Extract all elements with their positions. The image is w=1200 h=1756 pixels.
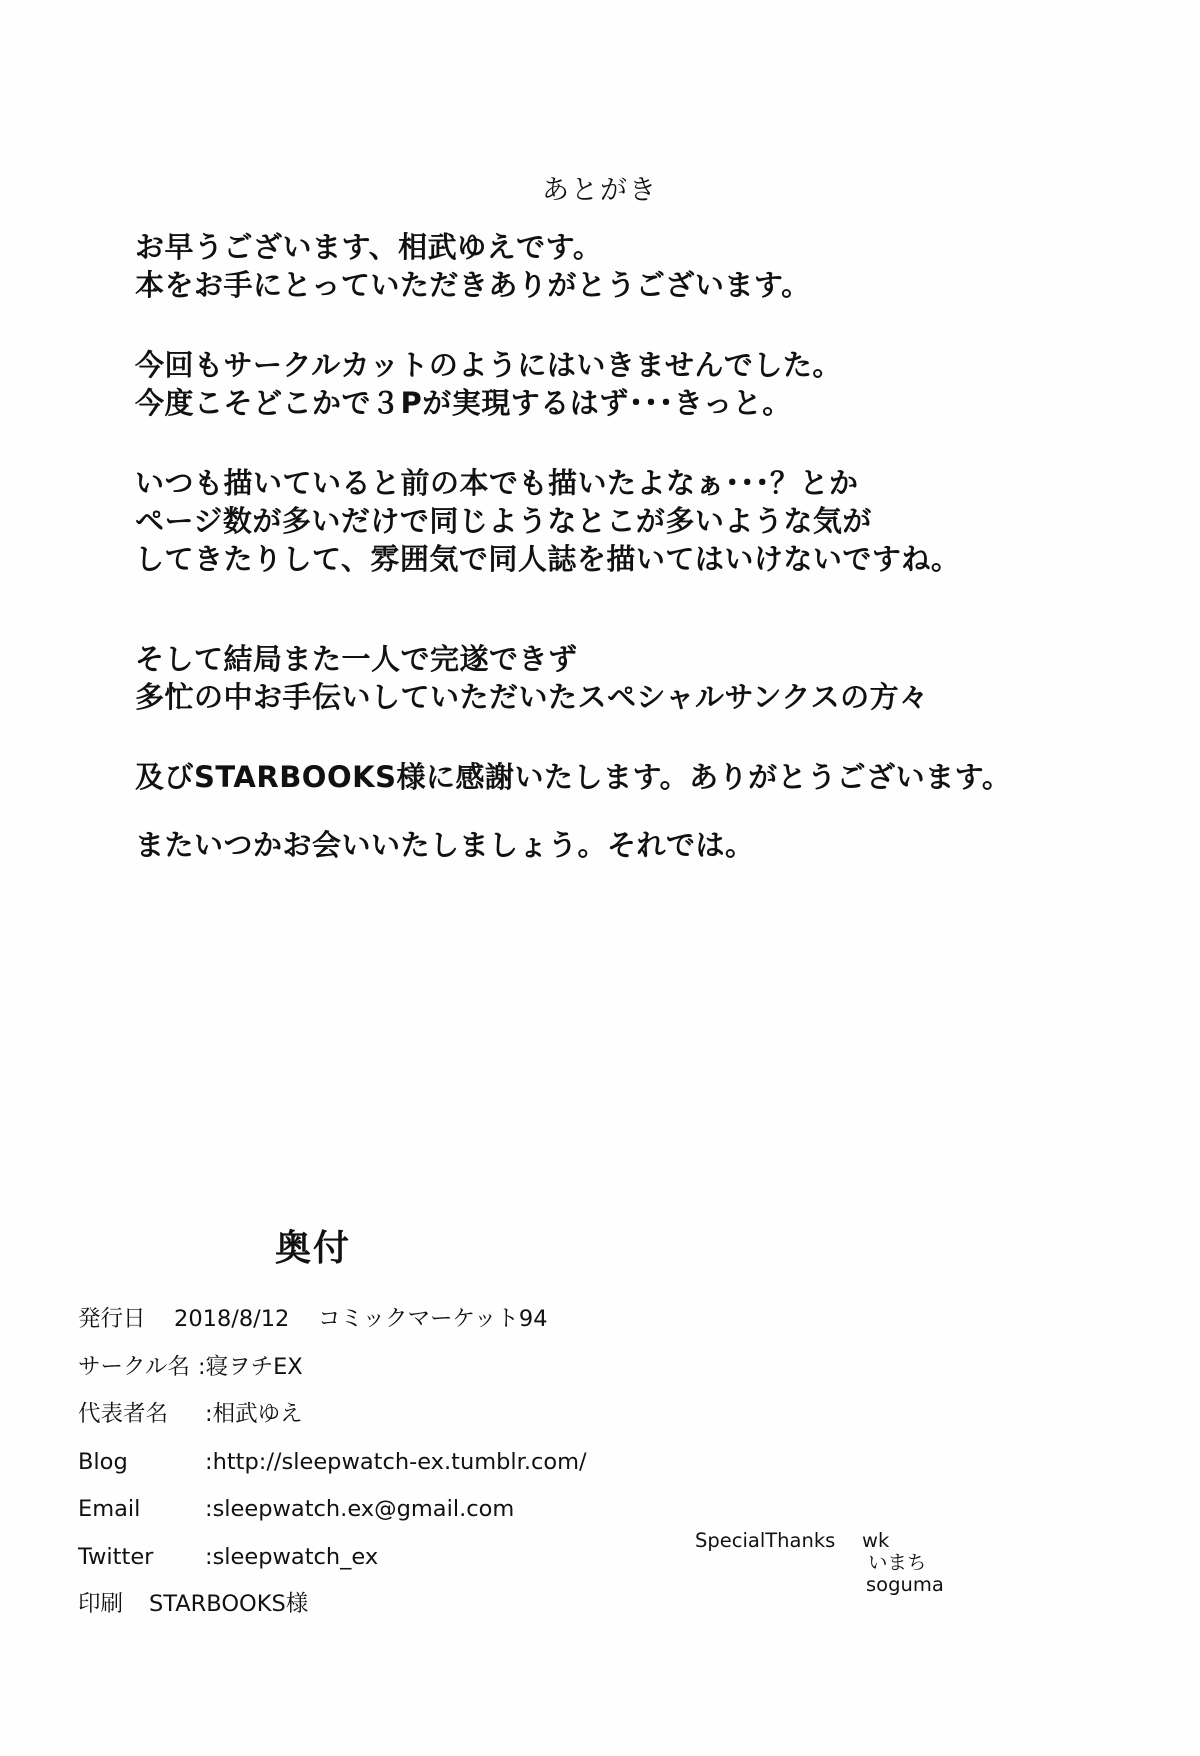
print-value: STARBOOKS様 — [149, 1591, 309, 1617]
colophon-title: 奥付 — [275, 1228, 352, 1269]
special-thanks-name: soguma — [866, 1573, 944, 1596]
colophon-row-circle — [78, 1344, 678, 1392]
afterword-line: 及びSTARBOOKS様に感謝いたします。ありがとうございます。 — [135, 760, 1012, 794]
special-thanks-name: いまち — [868, 1551, 927, 1574]
circle-value: :寝ヲチEX — [198, 1353, 303, 1380]
rep-label: 代表者名 — [78, 1401, 169, 1427]
twitter-value: :sleepwatch_ex — [205, 1543, 379, 1570]
issue-label: 発行日 — [78, 1306, 146, 1332]
colophon-row-blog — [78, 1439, 678, 1487]
circle-label: サークル名 — [78, 1353, 190, 1380]
afterword-line: いつも描いていると前の本でも描いたよなぁ･･･？とか — [135, 466, 859, 500]
blog-label: Blog — [78, 1448, 128, 1475]
afterword-line: ページ数が多いだけで同じようなとこが多いような気が — [135, 504, 872, 538]
print-label: 印刷 — [78, 1591, 124, 1617]
colophon-row-email — [78, 1486, 678, 1534]
afterword-line: そして結局また一人で完遂できず — [135, 642, 578, 676]
special-thanks-names — [862, 1530, 982, 1596]
afterword-line: またいつかお会いいたしましょう。それでは。 — [135, 828, 755, 862]
blog-value: :http://sleepwatch-ex.tumblr.com/ — [205, 1448, 587, 1475]
afterword-line: 本をお手にとっていただきありがとうございます。 — [135, 268, 811, 302]
afterword-line: 今度こそどこかで３Pが実現するはず･･･きっと。 — [135, 386, 792, 420]
special-thanks-name: wk — [862, 1529, 890, 1552]
colophon-row-print — [78, 1581, 678, 1629]
email-label: Email — [78, 1496, 141, 1522]
special-thanks-label: SpecialThanks — [695, 1529, 836, 1552]
afterword-body — [135, 228, 1035, 864]
afterword-line: してきたりして、雰囲気で同人誌を描いてはいけないですね。 — [135, 542, 961, 576]
issue-event: コミックマーケット94 — [318, 1306, 548, 1332]
afterword-line: 多忙の中お手伝いしていただいたスペシャルサンクスの方々 — [135, 680, 929, 714]
issue-date: 2018/8/12 — [174, 1306, 290, 1332]
rep-value: :相武ゆえ — [205, 1401, 303, 1427]
colophon-list — [78, 1296, 678, 1629]
colophon-row-twitter — [78, 1534, 678, 1582]
afterword-title: あとがき — [542, 175, 658, 206]
twitter-label: Twitter — [78, 1543, 154, 1570]
colophon-row-rep — [78, 1391, 678, 1439]
afterword-line: 今回もサークルカットのようにはいきませんでした。 — [135, 348, 842, 382]
colophon-row-issue — [78, 1296, 678, 1344]
email-value: :sleepwatch.ex@gmail.com — [205, 1496, 515, 1522]
afterword-line: お早うございます、相武ゆえです。 — [135, 230, 603, 264]
